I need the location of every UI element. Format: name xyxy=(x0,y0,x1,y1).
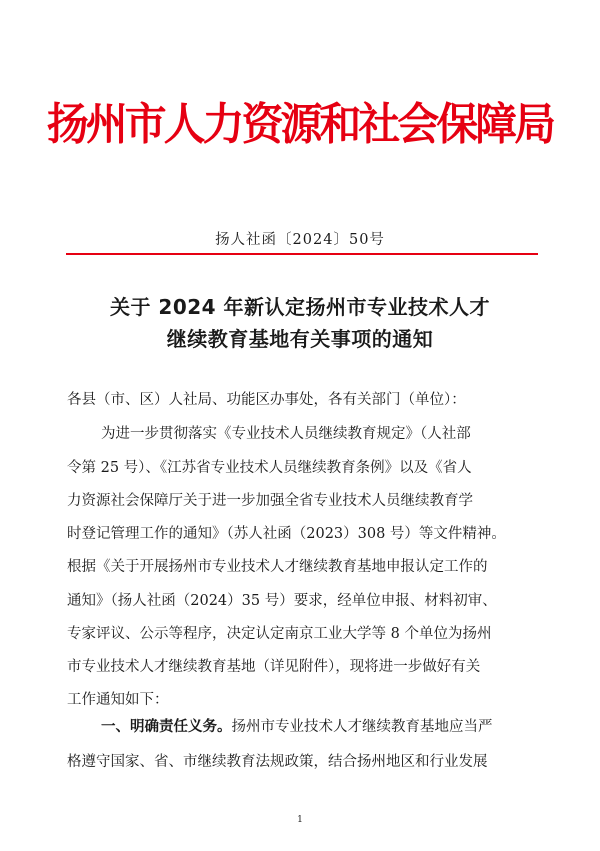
paragraph-line: 令第 25 号）、《江苏省专业技术人员继续教育条例》以及《省人 xyxy=(67,460,472,476)
notice-title-line-1: 关于 2024 年新认定扬州市专业技术人才 xyxy=(109,295,491,319)
paragraph-line: 格遵守国家、省、市继续教育法规政策，结合扬州地区和行业发展 xyxy=(67,754,488,770)
paragraph-line: 时登记管理工作的通知》（苏人社函（2023）308 号）等文件精神。 xyxy=(67,526,506,542)
letterhead-title: 扬州市人力资源和社会保障局 xyxy=(46,99,554,150)
salutation: 各县（市、区）人社局、功能区办事处，各有关部门（单位）： xyxy=(67,392,466,408)
section-heading: 一、明确责任义务。 xyxy=(101,719,232,735)
paragraph-line: 通知》（扬人社函（2024）35 号）要求，经单位申报、材料初审、 xyxy=(67,593,497,609)
paragraph-line: 根据《关于开展扬州市专业技术人才继续教育基地申报认定工作的 xyxy=(67,559,488,575)
page-number: 1 xyxy=(297,815,303,825)
paragraph-line: 工作通知如下： xyxy=(67,692,169,708)
paragraph-line: 市专业技术人才继续教育基地（详见附件），现将进一步做好有关 xyxy=(67,659,481,675)
notice-title-line-2: 继续教育基地有关事项的通知 xyxy=(166,327,434,351)
paragraph-line: 专家评议、公示等程序，决定认定南京工业大学等 8 个单位为扬州 xyxy=(67,626,492,642)
red-divider-line xyxy=(66,253,538,255)
paragraph-line: 为进一步贯彻落实《专业技术人员继续教育规定》（人社部 xyxy=(101,426,471,442)
section-paragraph-line xyxy=(101,715,537,736)
paragraph-line: 力资源社会保障厅关于进一步加强全省专业技术人员继续教育学 xyxy=(67,493,473,509)
document-number: 扬人社函〔2024〕50号 xyxy=(215,232,385,248)
section-text: 扬州市专业技术人才继续教育基地应当严 xyxy=(231,719,493,735)
